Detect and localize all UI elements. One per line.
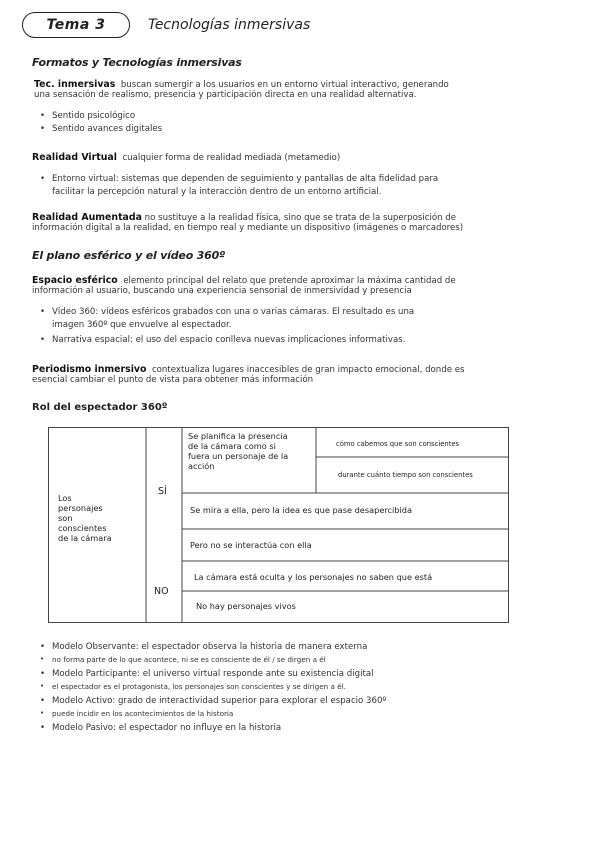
models-list bbox=[36, 641, 576, 735]
realidad-aumentada-paragraph: Realidad Aumentada no sustituye a la realidad física, sino que se trata de la superposición de información digital a la realidad, en tiempo real y mediante un dispositivo (imágenes o marcadores) bbox=[32, 212, 464, 233]
row-header: Los personajes son conscientes de la cámara bbox=[58, 493, 112, 543]
list-subitem: • puede incidir en los acontecimientos de la historia bbox=[36, 708, 576, 719]
si-label: SÍ bbox=[158, 486, 167, 497]
section-heading-plano-esferico: El plano esférico y el vídeo 360º bbox=[32, 249, 226, 262]
list-item: • Modelo Activo: grado de interactividad superior para explorar el espacio 360º bbox=[36, 695, 576, 708]
list-item: • Entorno virtual: sistemas que dependen de seguimiento y pantallas de alta fidelidad para facilitar la percepción natural y la interacción dentro de un entorno artificial. bbox=[36, 173, 438, 199]
term-espacio-esferico: Espacio esférico bbox=[32, 275, 118, 286]
list-item: • Sentido avances digitales bbox=[36, 123, 162, 136]
list-item: • Modelo Pasivo: el espectador no influye en la historia bbox=[36, 722, 576, 735]
tec-bullets bbox=[36, 110, 162, 136]
como-cell: cómo cabemos que son conscientes bbox=[336, 440, 460, 448]
realidad-virtual-paragraph: Realidad Virtual cualquier forma de realidad mediada (metamedio) bbox=[32, 152, 341, 163]
rv-bullets bbox=[36, 173, 438, 199]
rol-heading: Rol del espectador 360º bbox=[32, 402, 168, 413]
tec-inmersivas-paragraph: Tec. inmersivas buscan sumergir a los usuarios en un entorno virtual interactivo, generando una sensación de realismo, presencia y participación directa en una realidad alternativa. bbox=[34, 79, 449, 100]
term-realidad-aumentada: Realidad Aumentada bbox=[32, 212, 142, 223]
durante-cell: durante cuánto tiempo son conscientes bbox=[338, 471, 473, 479]
list-item: • Sentido psicológico bbox=[36, 110, 162, 123]
section-heading-formats: Formatos y Tecnologías inmersivas bbox=[32, 56, 242, 69]
pero-cell: Pero no se interactúa con ella bbox=[190, 540, 312, 550]
list-item: • Modelo Observante: el espectador observa la historia de manera externa bbox=[36, 641, 576, 654]
oculta-cell: La cámara está oculta y los personajes no saben que está bbox=[194, 572, 433, 582]
mira-cell: Se mira a ella, pero la idea es que pase desapercibida bbox=[190, 505, 413, 515]
term-periodismo-inmersivo: Periodismo inmersivo bbox=[32, 364, 147, 375]
list-item: • Modelo Participante: el universo virtual responde ante su existencia digital bbox=[36, 668, 576, 681]
planifica-cell: Se planifica la presencia de la cámara como si fuera un personaje de la acción bbox=[188, 431, 289, 471]
list-item: • Narrativa espacial: el uso del espacio conlleva nuevas implicaciones informativas. bbox=[36, 334, 414, 347]
no-label: NO bbox=[154, 586, 169, 597]
list-subitem: • el espectador es el protagonista, los personajes son conscientes y se dirigen a él. bbox=[36, 681, 576, 692]
espacio-esferico-paragraph: Espacio esférico elemento principal del relato que pretende aproximar la máxima cantidad de información al usuario, buscando una experiencia sensorial de inmersividad y presencia bbox=[32, 275, 456, 296]
list-subitem: • no forma parte de lo que acontece, ni se es consciente de él / se dirgen a él bbox=[36, 654, 576, 665]
topic-badge bbox=[22, 12, 130, 38]
term-realidad-virtual: Realidad Virtual bbox=[32, 152, 117, 163]
topic-badge-label: Tema 3 bbox=[46, 17, 106, 33]
periodismo-inmersivo-paragraph: Periodismo inmersivo contextualiza lugares inaccesibles de gran impacto emocional, donde es esencial cambiar el punto de vista para obtener más información bbox=[32, 364, 465, 385]
page-title: Tecnologías inmersivas bbox=[148, 17, 311, 33]
video-bullets bbox=[36, 306, 414, 347]
list-item: • Vídeo 360: vídeos esféricos grabados con una o varias cámaras. El resultado es una imagen 360º que envuelve al espectador. bbox=[36, 306, 414, 332]
nohay-cell: No hay personajes vivos bbox=[196, 601, 296, 611]
rol-table bbox=[48, 427, 509, 623]
term-tec-inmersivas: Tec. inmersivas bbox=[34, 79, 116, 90]
